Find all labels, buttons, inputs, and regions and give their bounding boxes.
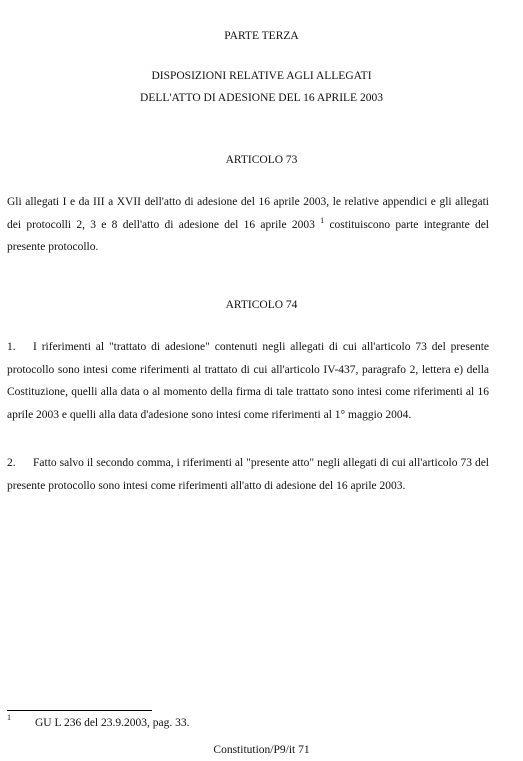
footnote-mark: 1 (7, 713, 11, 722)
page-footer: Constitution/P9/it 71 (213, 744, 310, 756)
article-74-paragraph-1 (7, 336, 489, 426)
section-title-line1: DISPOSIZIONI RELATIVE AGLI ALLEGATI (151, 70, 372, 82)
article-74-paragraph-2 (7, 452, 489, 497)
footnote-ref: 1 (320, 215, 325, 225)
article-73-text (7, 191, 489, 259)
paragraph-text: Fatto salvo il secondo comma, i riferimenti al "presente atto" negli allegati di cui all'articolo 73 del presente protocollo sono intesi come riferimenti all'atto di adesione del 16 aprile 2003. (7, 457, 489, 492)
paragraph-number: 2. (7, 457, 16, 469)
article-73-heading: ARTICOLO 73 (225, 154, 298, 166)
paragraph-text: I riferimenti al "trattato di adesione" contenuti negli allegati di cui all'articolo 73 del presente protocollo sono intesi come riferimenti al trattato di cui all'articolo IV-437, paragrafo 2, lettera e) della Costituzione, quelli alla data o al momento della firma di tale trattato sono intesi come riferimenti al 16 aprile 2003 e quelli alla data d'adesione sono intesi come riferimenti al 1° maggio 2004. (7, 341, 489, 421)
section-title-line2: DELL'ATTO DI ADESIONE DEL 16 APRILE 2003 (140, 92, 383, 104)
paragraph-number: 1. (7, 341, 16, 353)
article-73-text-tail: costituiscono parte integrante del presente protocollo. (7, 218, 490, 253)
footnote-separator (7, 710, 152, 711)
article-74-heading: ARTICOLO 74 (225, 299, 298, 311)
part-title: PARTE TERZA (224, 30, 299, 42)
article-73-text-main: Gli allegati I e da III a XVII dell'atto di adesione del 16 aprile 2003, le relative appendici e gli allegati dei protocolli 2, 3 e 8 dell'atto di adesione del 16 aprile 2003 (7, 196, 489, 231)
footnote-text: GU L 236 del 23.9.2003, pag. 33. (35, 717, 190, 729)
